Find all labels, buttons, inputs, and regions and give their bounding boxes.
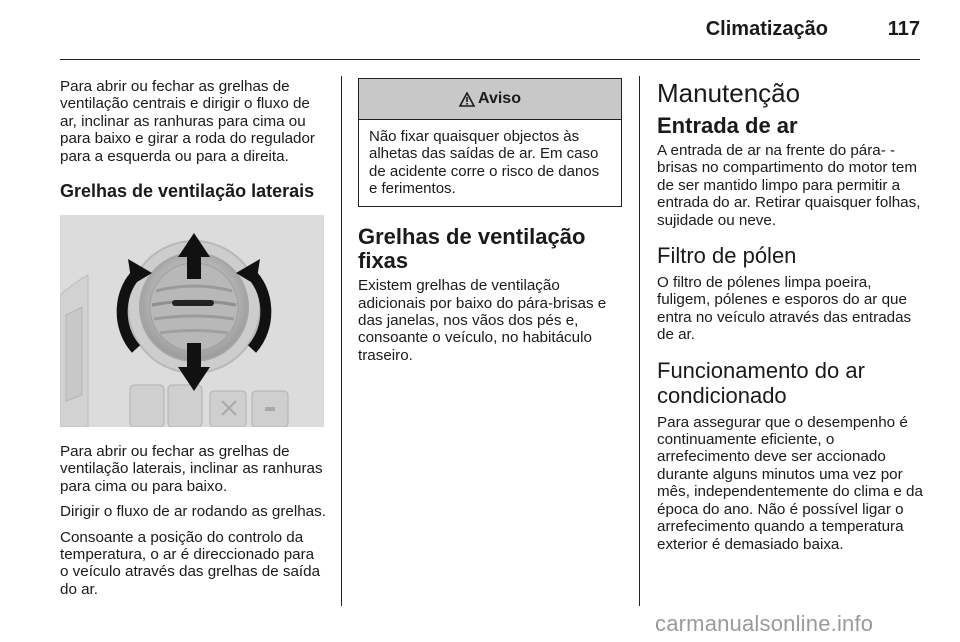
column-divider-2 (639, 76, 640, 606)
side-vents-heading: Grelhas de ventilação laterais (60, 181, 315, 202)
side-vent-diagram (60, 215, 324, 427)
side-vents-paragraph-1: Para abrir ou fechar as grelhas de ventilação laterais, inclinar as ranhuras para cima ou para baixo. (60, 443, 323, 495)
warning-body (359, 120, 621, 206)
ac-operation-heading: Funcionamento do ar condicionado (657, 357, 865, 408)
fixed-vents-heading: Grelhas de ventilação fixas (358, 224, 586, 274)
fixed-vents-paragraph: Existem grelhas de ventilação adicionais por baixo do pára-brisas e das janelas, nos vãos dos pés e, consoante o veículo, no habitáculo traseiro. (358, 277, 607, 364)
intro-paragraph: Para abrir ou fechar as grelhas de ventilação centrais e dirigir o fluxo de ar, inclinar as ranhuras para cima ou para baixo e girar a roda do regulador para a esquerda ou para a direita. (60, 78, 315, 165)
side-vents-paragraph-2: Dirigir o fluxo de ar rodando as grelhas. (60, 503, 326, 521)
page-number: 117 (887, 18, 920, 40)
ac-operation-paragraph: Para assegurar que o desempenho é continuamente eficiente, o arrefecimento deve ser accionado durante alguns minutos uma vez por mês, independentemente do clima e da época do ano. Não é possível ligar o arrefecimento quando a temperatura exterior é demasiado baixa. (657, 413, 923, 553)
warning-triangle-icon (459, 92, 475, 107)
column-3 (657, 78, 925, 561)
air-intake-heading: Entrada de ar (657, 113, 798, 138)
warning-title: Aviso (478, 90, 521, 107)
air-intake-paragraph: A entrada de ar na frente do pára- -brisas no compartimento do motor tem de ser mantido limpo para permitir a entrada do ar. Retirar quaisquer folhas, sujidade ou neve. (657, 142, 921, 229)
warning-box (358, 78, 622, 207)
page-header-title: Climatização (705, 18, 828, 40)
pollen-filter-paragraph: O filtro de pólenes limpa poeira, fuligem, pólenes e esporos do ar que entra no veículo através das entradas de ar. (657, 274, 912, 344)
column-divider-1 (341, 76, 342, 606)
side-vent-illustration (60, 215, 324, 427)
column-1 (60, 78, 326, 606)
column-2 (358, 78, 622, 372)
pollen-filter-heading: Filtro de pólen (657, 243, 797, 269)
maintenance-title: Manutenção (657, 78, 801, 108)
warning-text: Não fixar quaisquer objectos às alhetas das saídas de ar. Em caso de acidente corre o risco de danos e ferimentos. (369, 128, 600, 197)
warning-header (359, 79, 621, 120)
side-vents-paragraph-3: Consoante a posição do controlo da temperatura, o ar é direccionado para o veículo através das grelhas de saída do ar. (60, 528, 321, 598)
watermark: carmanualsonline.info (655, 611, 874, 636)
header-rule (60, 59, 920, 60)
